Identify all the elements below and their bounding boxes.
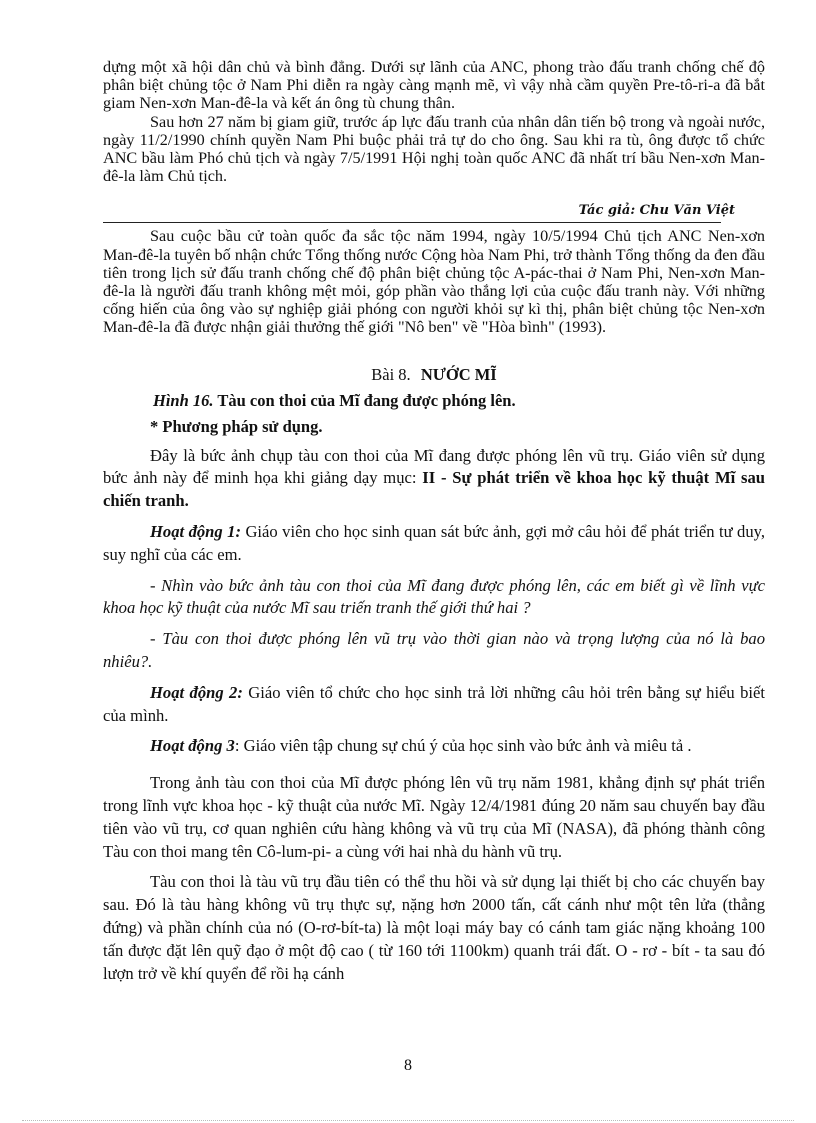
paragraph: Trong ảnh tàu con thoi của Mĩ được phóng lên vũ trụ năm 1981, khẳng định sự phát triển trong lĩnh vực khoa học - kỹ thuật của nước Mĩ. Ngày 12/4/1981 đúng 20 năm sau chuyến bay đầu tiên vào vũ trụ, cơ quan nghiên cứu hàng không và vũ trụ của Mĩ (NASA), đã phóng thành công Tàu con thoi mang tên Cô-lum-pi- a cùng với hai nhà du hành vũ trụ. <box>103 773 765 861</box>
paragraph: dựng một xã hội dân chủ và bình đẳng. Dưới sự lãnh của ANC, phong trào đấu tranh chống chế độ phân biệt chủng tộc ở Nam Phi diễn ra ngày càng mạnh mẽ, vì vậy nhà cầm quyền Pre-tô-ri-a đã bắt giam Nen-xơn Man-đê-la và kết án ông tù chung thân. <box>103 58 765 113</box>
page-bottom-divider <box>22 1120 794 1121</box>
main-body <box>103 445 765 986</box>
activity-1-label: Hoạt động 1: <box>150 522 241 542</box>
intro-section-ref: II - Sự phát triển về khoa học kỹ thuật Mĩ sau chiến tranh. <box>103 468 765 511</box>
page-content <box>103 58 765 985</box>
lesson-name: NƯỚC MĨ <box>420 364 497 384</box>
paragraph: Sau hơn 27 năm bị giam giữ, trước áp lực đấu tranh của nhân dân tiến bộ trong và ngoài nước, ngày 11/2/1990 chính quyền Nam Phi buộc phải trả tự do cho ông. Sau khi ra tù, ông được tổ chức ANC bầu làm Phó chủ tịch và ngày 7/5/1991 Hội nghị toàn quốc ANC đã nhất trí bầu Nen-xơn Man-đê-la làm Chủ tịch. <box>103 112 765 186</box>
activity-3 <box>103 735 765 758</box>
question-2: - Tàu con thoi được phóng lên vũ trụ vào thời gian nào và trọng lượng của nó là bao nhiêu?. <box>103 629 765 672</box>
activity-2 <box>103 682 765 728</box>
lesson-title <box>103 365 765 385</box>
footnote-paragraph: Sau cuộc bầu cử toàn quốc đa sắc tộc năm 1994, ngày 10/5/1994 Chủ tịch ANC Nen-xơn Man-đê-la tuyên bố nhận chức Tổng thống nước Cộng hòa Nam Phi, trở thành Tổng thống da đen đầu tiên trong lịch sử đấu tranh chống chế độ phân biệt chủng tộc A-pác-thai ở Nam Phi, Nen-xơn Man-đê-la là người đấu tranh không mệt mỏi, góp phần vào thắng lợi của cuộc đấu tranh này. Với những cống hiến của ông vào sự nghiệp giải phóng con người khỏi sự kì thị, phân biệt chủng tộc Nen-xơn Man-đê-la đã được nhận giải thưởng thế giới "Nô ben" về "Hòa bình" (1993). <box>103 227 765 337</box>
intro-paragraph <box>103 445 765 513</box>
figure-label: Hình 16. <box>153 390 214 410</box>
activity-3-label: Hoạt động 3 <box>150 736 235 756</box>
top-section <box>103 58 765 185</box>
question-1: - Nhìn vào bức ảnh tàu con thoi của Mĩ đang được phóng lên, các em biết gì về lĩnh vực khoa học kỹ thuật của nước Mĩ sau triến tranh thế giới thứ hai ? <box>103 575 765 618</box>
activity-2-label: Hoạt động 2: <box>150 682 243 702</box>
lesson-number: Bài 8. <box>371 364 411 384</box>
activity-1-text: Giáo viên cho học sinh quan sát bức ảnh, gợi mở câu hỏi để phát triển tư duy, suy nghĩ của các em. <box>103 522 765 564</box>
intro-text: Đây là bức ảnh chụp tàu con thoi của Mĩ đang được phóng lên vũ trụ. Giáo viên sử dụng bức ảnh này để minh họa khi giảng dạy mục: <box>103 445 765 488</box>
method-heading: * Phương pháp sử dụng. <box>150 416 323 436</box>
footnote-section <box>103 227 765 336</box>
paragraph: Tàu con thoi là tàu vũ trụ đầu tiên có thể thu hồi và sử dụng lại thiết bị cho các chuyến bay sau. Đó là tàu hàng không vũ trụ thực sự, nặng hơn 2000 tấn, cất cánh như một tên lửa (thẳng đứng) và phần chính của nó (O-rơ-bít-ta) là một loại máy bay có cánh tam giác nặng khoảng 100 tấn được đặt lên quỹ đạo ở một độ cao ( từ 160 tới 1100km) quanh trái đất. O - rơ - bít - ta sau đó lượn trở về khí quyển để rồi hạ cánh <box>103 872 765 983</box>
activity-2-text: Giáo viên tổ chức cho học sinh trả lời những câu hỏi trên bằng sự hiểu biết của mình. <box>103 682 766 725</box>
author-line: Tác giả: Chu Văn Việt <box>578 203 735 219</box>
figure-caption <box>103 391 765 411</box>
activity-1 <box>103 521 765 567</box>
activity-3-text: : Giáo viên tập chung sự chú ý của học sinh vào bức ảnh và miêu tả . <box>234 736 692 756</box>
figure-caption-text: Tàu con thoi của Mĩ đang được phóng lên. <box>217 390 516 410</box>
page-number: 8 <box>404 1057 412 1074</box>
horizontal-rule <box>103 222 721 223</box>
